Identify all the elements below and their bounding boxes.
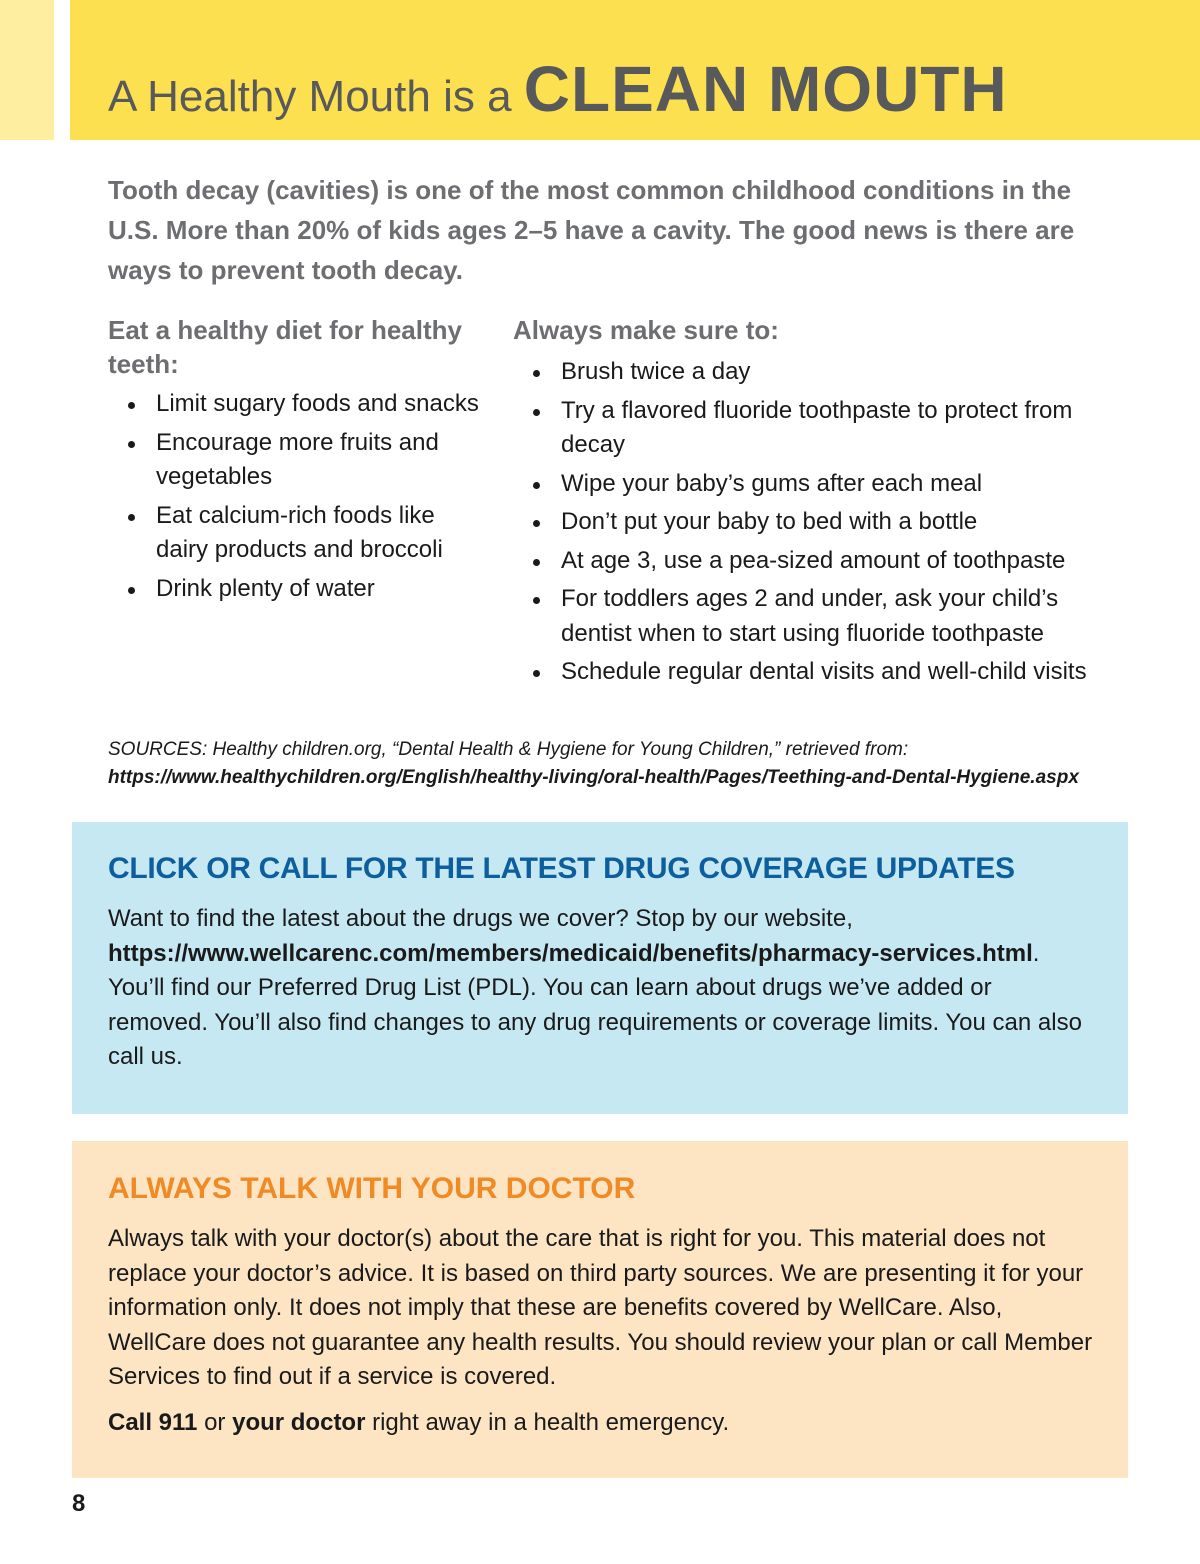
pharmacy-link[interactable]: https://www.wellcarenc.com/members/medicaid/benefits/pharmacy-services.html (108, 939, 1033, 967)
bullet-icon (533, 559, 540, 566)
bullet-icon (128, 514, 135, 521)
bullet-icon (128, 402, 135, 409)
list-item-text: Encourage more fruits and vegetables (156, 428, 439, 490)
doctor-body: Always talk with your doctor(s) about the care that is right for you. This material does not replace your doctor’s advice. It is based on third party sources. We are presenting it for your information only. It does not imply that these are benefits covered by WellCare. Also, WellCare does not guarantee any health results. You should review your plan or call Member Services to find out if a service is covered. (108, 1225, 1093, 1390)
drug-text-before: Want to find the latest about the drugs we cover? Stop by our website, (108, 905, 853, 932)
diet-heading: Eat a healthy diet for healthy teeth: (108, 315, 462, 379)
diet-column (108, 313, 488, 610)
list-item-text: At age 3, use a pea-sized amount of toothpaste (561, 546, 1066, 574)
sources-link[interactable]: https://www.healthychildren.org/English/healthy-living/oral-health/Pages/Teething-and-Dental-Hygiene.aspx (108, 767, 1079, 788)
list-item-text: Eat calcium-rich foods like dairy products and broccoli (156, 501, 443, 563)
always-list (513, 355, 1133, 690)
drug-coverage-text (108, 902, 1098, 1075)
list-item-text: Limit sugary foods and snacks (156, 390, 479, 417)
bullet-icon (533, 409, 540, 416)
bullet-icon (128, 441, 135, 448)
list-item (108, 572, 488, 607)
bullet-icon (533, 597, 540, 604)
sources-citation (108, 736, 1128, 792)
bullet-icon (533, 670, 540, 677)
call-911: Call 911 (108, 1409, 198, 1436)
list-item-text: Try a flavored fluoride toothpaste to protect from decay (561, 396, 1073, 458)
bullet-icon (533, 520, 540, 527)
bullet-icon (533, 482, 540, 489)
emergency-or: or (197, 1409, 233, 1436)
list-item (108, 426, 488, 495)
list-item (513, 655, 1133, 690)
list-item (513, 394, 1133, 463)
list-item-text: For toddlers ages 2 and under, ask your child’s dentist when to start using fluoride toothpaste (561, 585, 1059, 647)
title-light-part: A Healthy Mouth is a (108, 72, 524, 121)
bullet-icon (533, 370, 540, 377)
always-heading: Always make sure to: (513, 315, 779, 345)
list-item (513, 355, 1133, 390)
drug-text-after: . You’ll find our Preferred Drug List (PDL). You can learn about drugs we’ve added or removed. You’ll also find changes to any drug requirements or coverage limits. You can also call us. (108, 939, 1082, 1070)
emergency-notice (108, 1406, 1098, 1441)
list-item-text: Don’t put your baby to bed with a bottle (561, 508, 978, 535)
bullet-icon (128, 587, 135, 594)
list-item (513, 582, 1133, 651)
list-item-text: Brush twice a day (561, 358, 751, 385)
list-item (108, 499, 488, 568)
list-item-text: Wipe your baby’s gums after each meal (561, 469, 983, 497)
intro-paragraph: Tooth decay (cavities) is one of the most common childhood conditions in the U.S. More than 20% of kids ages 2–5 have a cavity. The good news is there are ways to prevent tooth decay. (108, 175, 1075, 285)
list-item (108, 387, 488, 422)
title-bold-part: CLEAN MOUTH (523, 53, 1008, 125)
diet-list (108, 387, 488, 606)
list-item (513, 467, 1133, 502)
drug-coverage-heading: CLICK OR CALL FOR THE LATEST DRUG COVERAGE UPDATES (108, 852, 1015, 885)
your-doctor: your doctor (232, 1409, 366, 1436)
left-accent-stripe (0, 0, 54, 140)
list-item (513, 505, 1133, 540)
emergency-rest: right away in a health emergency. (365, 1409, 730, 1436)
sources-text: SOURCES: Healthy children.org, “Dental Health & Hygiene for Young Children,” retrieved from: (108, 739, 909, 760)
doctor-heading: ALWAYS TALK WITH YOUR DOCTOR (108, 1172, 636, 1205)
list-item-text: Drink plenty of water (156, 574, 375, 602)
always-column (513, 313, 1133, 694)
page-title (108, 52, 1008, 126)
page-number: 8 (72, 1490, 86, 1517)
list-item-text: Schedule regular dental visits and well-child visits (561, 658, 1087, 685)
list-item (513, 544, 1133, 579)
